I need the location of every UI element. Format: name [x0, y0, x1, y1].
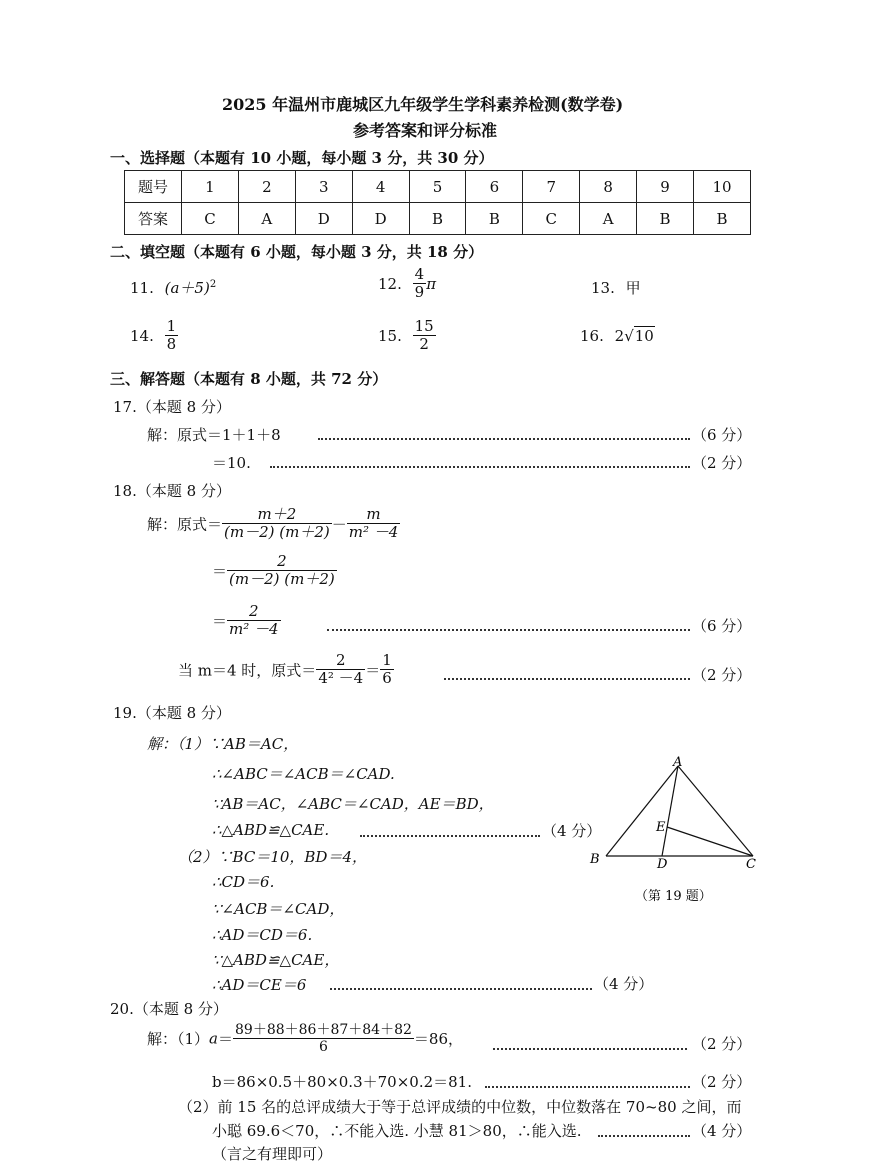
q18-line3: [212, 603, 281, 639]
question-number: 14.: [130, 326, 154, 345]
numerator: 4: [414, 265, 425, 283]
leader-dots: [330, 988, 592, 990]
points-label: （4 分）: [692, 1122, 752, 1140]
table-row-answers: [125, 203, 751, 235]
denominator: m² －4: [348, 523, 399, 542]
section3-heading: 三、解答题（本题有 8 小题，共 72 分）: [110, 370, 388, 388]
question-number: 12.: [378, 274, 402, 293]
vertex-label-b: B: [590, 852, 600, 867]
table-cell: C: [523, 203, 580, 235]
coefficient: 2: [614, 327, 625, 345]
numerator: 15: [414, 317, 434, 335]
leader-dots: [327, 629, 690, 631]
fill-answer-12: [378, 266, 436, 302]
section2-heading: 二、填空题（本题有 6 小题，每小题 3 分，共 18 分）: [110, 243, 484, 261]
q17-heading: 17.（本题 8 分）: [113, 398, 231, 416]
equals-sign: ＝: [212, 562, 228, 581]
equals-sign: ＝: [218, 1030, 234, 1049]
fraction: [227, 553, 337, 589]
denominator: m² －4: [229, 620, 279, 639]
table-cell: C: [182, 203, 239, 235]
points-label: （2 分）: [692, 454, 752, 472]
fraction: [347, 506, 401, 542]
table-cell: B: [409, 203, 466, 235]
leader-dots: [318, 438, 690, 440]
denominator: 8: [166, 335, 177, 354]
section1-heading: 一、选择题（本题有 10 小题，每小题 3 分，共 30 分）: [110, 149, 494, 167]
exponent: 2: [209, 279, 217, 290]
table-cell: 2: [238, 171, 295, 203]
solution-prefix: 解：原式＝: [147, 515, 223, 534]
fraction: [413, 266, 427, 302]
leader-dots: [270, 466, 690, 468]
q19-line8: ∴AD＝CD＝6.: [212, 926, 313, 944]
vertex-label-e: E: [656, 820, 666, 835]
vertex-label-d: D: [657, 857, 668, 872]
q20-line4: 小聪 69.6＜70，∴不能入选. 小慧 81＞80，∴能入选.: [212, 1122, 582, 1140]
table-cell: B: [694, 203, 751, 235]
fill-answer-15: [378, 318, 436, 354]
table-cell: A: [580, 203, 637, 235]
q19-line10: ∴AD＝CE＝6: [212, 976, 307, 994]
q20-line5: （言之有理即可）: [212, 1145, 333, 1163]
q19-line9: ∵△ABD≌△CAE，: [212, 951, 340, 969]
q19-heading: 19.（本题 8 分）: [113, 704, 231, 722]
denominator: 4² －4: [318, 669, 364, 688]
leader-dots: [485, 1086, 690, 1088]
sqrt-icon: √: [624, 327, 634, 345]
solution-prefix: 解：（1）: [147, 1030, 210, 1049]
table-cell: 7: [523, 171, 580, 203]
q18-line4: [178, 652, 394, 688]
leader-dots: [598, 1135, 690, 1137]
document-title: 2025 年温州市鹿城区九年级学生学科素养检测(数学卷): [222, 95, 624, 114]
table-row-numbers: [125, 171, 751, 203]
table-cell: 4: [352, 171, 409, 203]
points-label: （2 分）: [692, 1035, 752, 1053]
q19-line5: （2）∵BC＝10，BD＝4，: [178, 848, 368, 866]
numerator: 89＋88＋86＋87＋84＋82: [235, 1022, 412, 1038]
fill-answer-14: [130, 318, 178, 354]
table-cell: 1: [182, 171, 239, 203]
numerator: 1: [382, 651, 392, 669]
fill-answer-11: [130, 277, 216, 298]
table-cell: 3: [295, 171, 352, 203]
document-subtitle: 参考答案和评分标准: [353, 121, 498, 140]
table-cell: 6: [466, 171, 523, 203]
numerator: 2: [227, 553, 337, 571]
points-label: （6 分）: [692, 426, 752, 444]
table-cell: 8: [580, 171, 637, 203]
numerator: 2: [227, 603, 281, 621]
q20-line2: b＝86×0.5＋80×0.3＋70×0.2＝81.: [212, 1073, 472, 1091]
table-cell: 9: [637, 171, 694, 203]
pi-symbol: π: [426, 274, 437, 293]
minus-sign: －: [331, 515, 347, 534]
table-cell: D: [295, 203, 352, 235]
points-label: （4 分）: [542, 822, 602, 840]
row-label-answer: 答案: [125, 203, 182, 235]
denominator: 9: [414, 283, 425, 302]
q20-line3: （2）前 15 名的总评成绩大于等于总评成绩的中位数，中位数落在 70~80 之间，而: [178, 1098, 742, 1116]
answer-expression: (a＋5): [164, 279, 210, 297]
vertex-label-a: A: [673, 755, 683, 770]
points-label: （4 分）: [594, 975, 654, 993]
denominator: 2: [419, 335, 429, 354]
variable-a: a: [209, 1029, 218, 1048]
points-label: （2 分）: [692, 666, 752, 684]
q20-heading: 20.（本题 8 分）: [110, 1000, 228, 1018]
row-label-number: 题号: [125, 171, 182, 203]
q18-line1: [147, 506, 400, 542]
fraction: [316, 652, 365, 688]
q19-line3: ∵AB＝AC，∠ABC＝∠CAD，AE＝BD，: [212, 795, 494, 813]
leader-dots: [444, 678, 690, 680]
question-number: 15.: [378, 326, 402, 345]
triangle-figure: [585, 752, 765, 907]
numerator: 1: [166, 317, 177, 335]
fill-answer-13: [591, 277, 641, 298]
q18-heading: 18.（本题 8 分）: [113, 482, 231, 500]
numerator: m: [347, 506, 401, 524]
table-cell: 10: [694, 171, 751, 203]
q19-line6: ∴CD＝6.: [212, 873, 275, 891]
denominator: (m－2) (m＋2): [224, 523, 330, 542]
table-cell: B: [466, 203, 523, 235]
fraction: [233, 1022, 414, 1055]
leader-dots: [493, 1048, 687, 1050]
denominator: 6: [382, 669, 392, 688]
q19-line2: ∴∠ABC＝∠ACB＝∠CAD.: [212, 765, 395, 783]
fill-answer-16: [580, 327, 655, 345]
question-number: 13.: [591, 279, 615, 297]
equals-sign: ＝: [212, 612, 228, 631]
q20-line1: [147, 1022, 463, 1055]
fraction: [222, 506, 332, 542]
choice-answer-table: [124, 170, 751, 235]
fraction: [413, 318, 436, 354]
condition-text: 当 m＝4 时，原式＝: [178, 661, 317, 680]
q18-line2: [212, 553, 337, 589]
q19-line4: ∴△ABD≌△CAE.: [212, 821, 330, 839]
numerator: m＋2: [222, 506, 332, 524]
table-cell: A: [238, 203, 295, 235]
table-cell: 5: [409, 171, 466, 203]
radicand: 10: [634, 327, 654, 345]
denominator: (m－2) (m＋2): [229, 570, 335, 589]
question-number: 16.: [580, 327, 604, 345]
equals-sign: ＝: [365, 661, 381, 680]
fraction: [380, 652, 394, 688]
figure-caption: （第 19 题）: [635, 889, 712, 904]
denominator: 6: [319, 1039, 328, 1056]
answer-text: 甲: [625, 279, 641, 297]
q19-line1: 解：（1）∵AB＝AC，: [147, 735, 299, 753]
fraction: [165, 318, 179, 354]
question-number: 11.: [130, 279, 154, 297]
points-label: （2 分）: [692, 1073, 752, 1091]
numerator: 2: [316, 652, 365, 670]
q17-line1: 解：原式＝1＋1＋8: [147, 426, 281, 444]
fraction: [227, 603, 281, 639]
points-label: （6 分）: [692, 617, 752, 635]
vertex-label-c: C: [746, 857, 756, 872]
table-cell: D: [352, 203, 409, 235]
leader-dots: [360, 835, 540, 837]
result: ＝86，: [413, 1030, 463, 1049]
table-cell: B: [637, 203, 694, 235]
q17-line2: ＝10.: [212, 454, 251, 472]
q19-line7: ∵∠ACB＝∠CAD，: [212, 900, 345, 918]
